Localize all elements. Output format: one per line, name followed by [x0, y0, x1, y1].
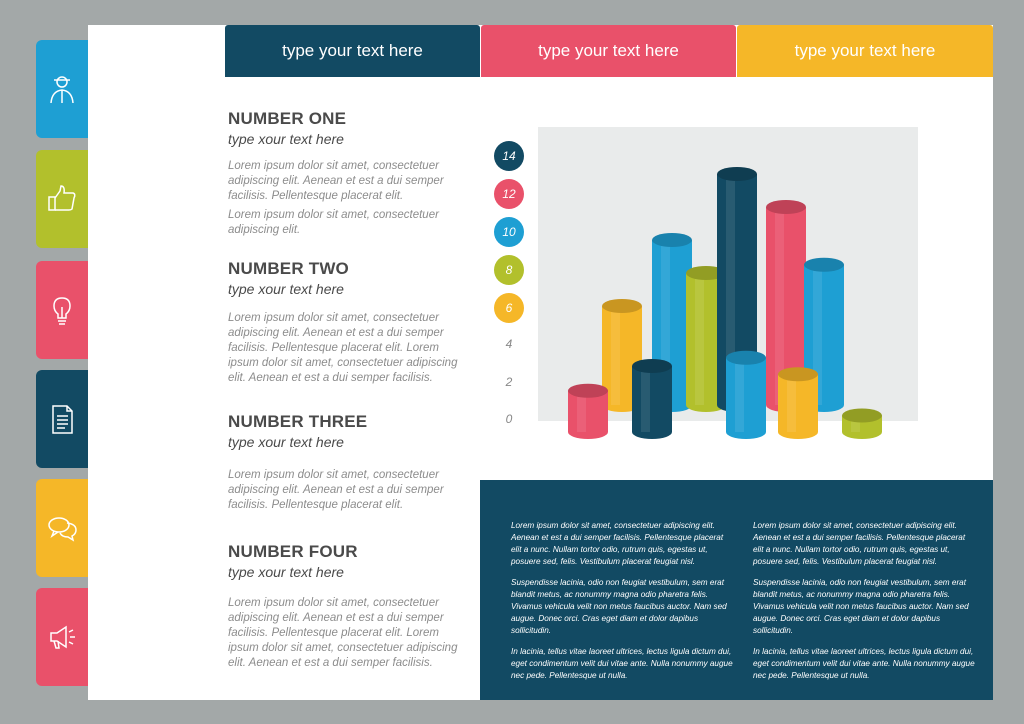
- section-paragraph: Lorem ipsum dolor sit amet, consectetuer adipiscing elit. Aenean et est a dui semper facilisis. Pellentesque placerat elit.: [228, 160, 444, 202]
- section-paragraph: Lorem ipsum dolor sit amet, consectetuer adipiscing elit. Aenean et est a dui semper facilisis. Pellentesque placerat elit. Lorem ipsum dolor sit amet, consectetuer adipiscing elit. Aenean et est a dui semper facilisis.: [228, 312, 458, 384]
- text-paragraph: Suspendisse lacinia, odio non feugiat vestibulum, sem erat blandit metus, ac nonummy magna odio pharetra felis. Vivamus vehicula velit non metus faucibus auctor. Nam sed augue. Donec orci. Cras eget diam et dolor dapibus sollicitudin.: [753, 578, 969, 635]
- text-paragraph: Suspendisse lacinia, odio non feugiat vestibulum, sem erat blandit metus, ac nonummy magna odio pharetra felis. Vivamus vehicula velit non metus faucibus auctor. Nam sed augue. Donec orci. Cras eget diam et dolor dapibus sollicitudin.: [511, 578, 727, 635]
- document-icon: [45, 402, 79, 436]
- legend-dot-8: 8: [494, 255, 524, 285]
- text-box: [480, 480, 993, 700]
- legend-number-4: 4: [505, 337, 513, 351]
- legend-dot-10: 10: [494, 217, 524, 247]
- lightbulb-icon: [45, 293, 79, 327]
- legend-dot-6: 6: [494, 293, 524, 323]
- section-subtitle: type xour text here: [228, 564, 344, 580]
- section-three: [228, 412, 463, 513]
- top-tab-3-label: type your text here: [794, 41, 936, 60]
- side-tab-person[interactable]: [36, 40, 88, 138]
- top-tab-3[interactable]: [737, 25, 993, 77]
- text-paragraph: Lorem ipsum dolor sit amet, consectetuer adipiscing elit. Aenean et est a dui semper facilisis. Pellentesque placerat elit a nunc. Nullam tortor odio, rutrum quis, egestas ut, posuere sed, felis. Vestibulum placerat feugiat nisl.: [511, 521, 724, 566]
- legend-number-2: 2: [505, 375, 513, 389]
- side-tab-idea[interactable]: [36, 261, 88, 359]
- section-paragraph: Lorem ipsum dolor sit amet, consectetuer adipiscing elit. Aenean et est a dui semper facilisis. Pellentesque placerat elit.: [228, 469, 444, 511]
- section-title: NUMBER THREE: [228, 412, 368, 431]
- side-tab-chat[interactable]: [36, 479, 88, 577]
- section-four: [228, 542, 463, 671]
- text-paragraph: In lacinia, tellus vitae laoreet ultrices, lectus ligula dictum dui, eget condimentum velit dui vitae ante. Nulla nonummy augue nec pede. Pellentesque ut nulla.: [511, 647, 733, 680]
- legend-number-0: 0: [505, 412, 513, 426]
- section-title: NUMBER FOUR: [228, 542, 358, 561]
- speech-bubbles-icon: [45, 511, 79, 545]
- section-paragraph: Lorem ipsum dolor sit amet, consectetuer adipiscing elit. Aenean et est a dui semper facilisis. Pellentesque placerat elit. Lorem ipsum dolor sit amet, consectetuer adipiscing elit. Aenean et est a dui semper facilisis.: [228, 597, 458, 669]
- chart-background: [538, 127, 918, 421]
- section-title: NUMBER TWO: [228, 259, 349, 278]
- megaphone-icon: [45, 620, 79, 654]
- text-paragraph: Lorem ipsum dolor sit amet, consectetuer adipiscing elit. Aenean et est a dui semper facilisis. Pellentesque placerat elit a nunc. Nullam tortor odio, rutrum quis, egestas ut, posuere sed, felis. Vestibulum placerat feugiat nisl.: [753, 521, 966, 566]
- side-tab-like[interactable]: [36, 150, 88, 248]
- thumbs-up-icon: [45, 182, 79, 216]
- section-subtitle: type xour text here: [228, 131, 344, 147]
- text-column-right: [753, 520, 975, 691]
- legend-dot-14: 14: [494, 141, 524, 171]
- text-paragraph: In lacinia, tellus vitae laoreet ultrices, lectus ligula dictum dui, eget condimentum velit dui vitae ante. Nulla nonummy augue nec pede. Pellentesque ut nulla.: [753, 647, 975, 680]
- side-tab-document[interactable]: [36, 370, 88, 468]
- top-tab-1[interactable]: [225, 25, 480, 77]
- top-tab-2-label: type your text here: [538, 41, 679, 60]
- top-tab-1-label: type your text here: [282, 41, 423, 60]
- text-column-left: [511, 520, 733, 691]
- section-one: [228, 109, 463, 238]
- section-two: [228, 259, 463, 386]
- person-icon: [45, 72, 79, 106]
- legend-dot-12: 12: [494, 179, 524, 209]
- top-tab-2[interactable]: [481, 25, 736, 77]
- side-tab-announce[interactable]: [36, 588, 88, 686]
- section-paragraph: Lorem ipsum dolor sit amet, consectetuer adipiscing elit.: [228, 209, 439, 236]
- section-subtitle: type xour text here: [228, 434, 344, 450]
- section-title: NUMBER ONE: [228, 109, 347, 128]
- section-subtitle: type xour text here: [228, 281, 344, 297]
